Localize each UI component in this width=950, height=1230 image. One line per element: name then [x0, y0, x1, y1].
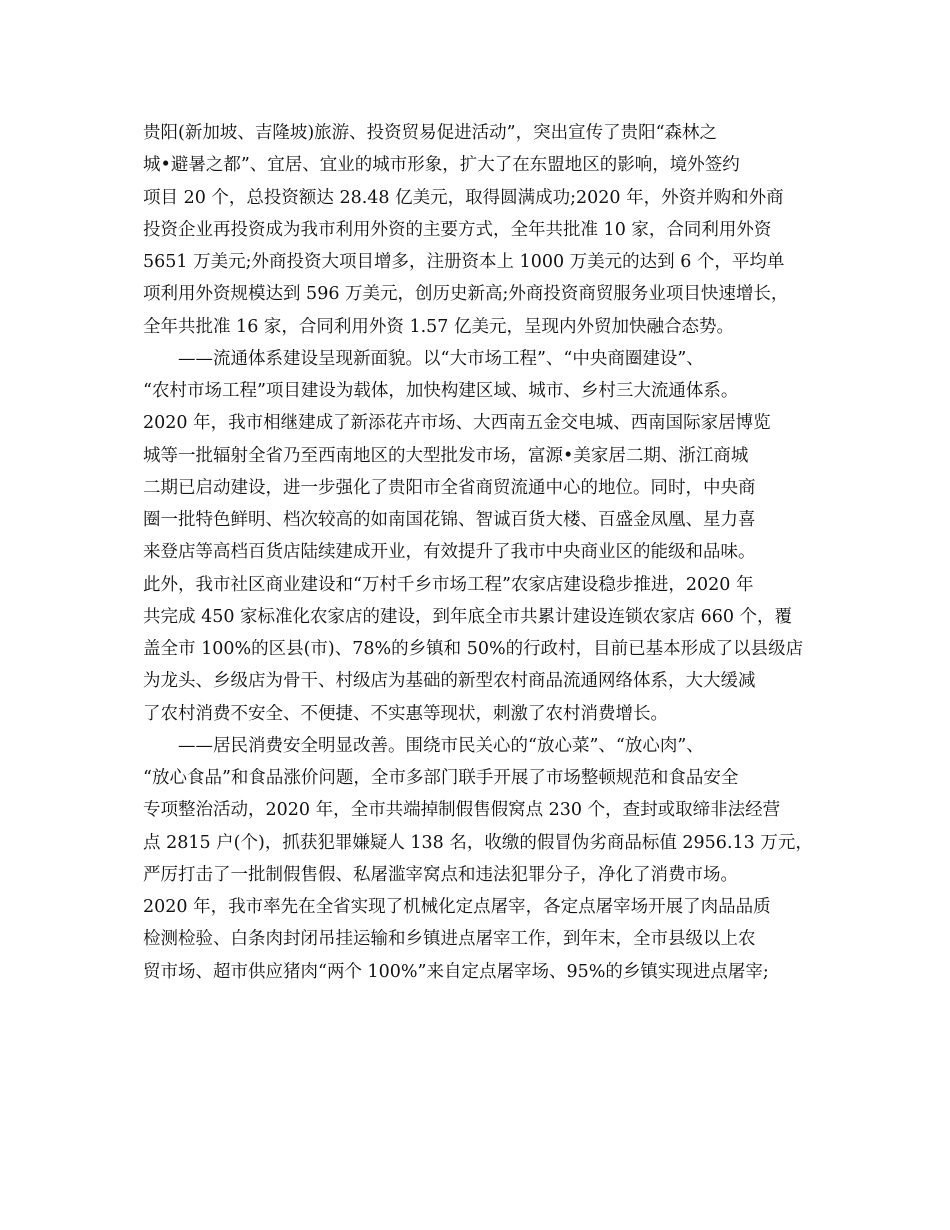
- text-line: 二期已启动建设，进一步强化了贵阳市全省商贸流通中心的地位。同时，中央商: [143, 477, 756, 498]
- text-line: 共完成 450 家标准化农家店的建设，到年底全市共累计建设连锁农家店 660 个，覆: [143, 606, 793, 627]
- text-line: 投资企业再投资成为我市利用外资的主要方式，全年共批准 10 家，合同利用外资: [143, 219, 772, 240]
- text-line: 为龙头、乡级店为骨干、村级店为基础的新型农村商品流通网络体系，大大缓减: [143, 671, 756, 692]
- text-line: 来登店等高档百货店陆续建成开业，有效提升了我市中央商业区的能级和品味。: [143, 542, 756, 563]
- text-line: 城等一批辐射全省乃至西南地区的大型批发市场，富源•美家居二期、浙江商城: [143, 445, 749, 466]
- body-text: [143, 117, 823, 988]
- text-line: 圈一批特色鲜明、档次较高的如南国花锦、智诚百货大楼、百盛金凤凰、星力喜: [143, 510, 756, 530]
- text-line: ——居民消费安全明显改善。围绕市民关心的“放心菜”、“放心肉”、: [143, 735, 704, 756]
- text-line: 了农村消费不安全、不便捷、不实惠等现状，刺激了农村消费增长。: [143, 703, 668, 724]
- text-line: 此外，我市社区商业建设和“万村千乡市场工程”农家店建设稳步推进，2020 年: [143, 574, 754, 595]
- text-line: 专项整治活动，2020 年，全市共端掉制假售假窝点 230 个，查封或取缔非法经营: [143, 800, 781, 821]
- text-line: 点 2815 户(个)，抓获犯罪嫌疑人 138 名，收缴的假冒伪劣商品标值 2956.13 万元，: [143, 832, 813, 853]
- text-line: 盖全市 100%的区县(市)、78%的乡镇和 50%的行政村，目前已基本形成了以县级店: [143, 639, 804, 659]
- text-line: 2020 年，我市率先在全省实现了机械化定点屠宰，各定点屠宰场开展了肉品品质: [143, 897, 771, 917]
- text-line: 项利用外资规模达到 596 万美元，创历史新高;外商投资商贸服务业项目快速增长，: [143, 284, 789, 305]
- text-line: “放心食品”和食品涨价问题，全市多部门联手开展了市场整顿规范和食品安全: [143, 768, 739, 788]
- text-line: 严厉打击了一批制假售假、私屠滥宰窝点和违法犯罪分子，净化了消费市场。: [143, 864, 738, 885]
- text-line: 5651 万美元;外商投资大项目增多，注册资本上 1000 万美元的达到 6 个，平均单: [143, 252, 785, 272]
- text-line: 2020 年，我市相继建成了新添花卉市场、大西南五金交电城、西南国际家居博览: [143, 413, 771, 434]
- text-line: 贸市场、超市供应猪肉“两个 100%”来自定点屠宰场、95%的乡镇实现进点屠宰;: [143, 961, 769, 982]
- text-line: “农村市场工程”项目建设为载体，加快构建区域、城市、乡村三大流通体系。: [143, 381, 739, 401]
- text-line: 城•避暑之都”、宜居、宜业的城市形象，扩大了在东盟地区的影响，境外签约: [143, 155, 740, 176]
- text-line: 项目 20 个，总投资额达 28.48 亿美元，取得圆满成功;2020 年，外资并购和外商: [143, 187, 784, 208]
- text-line: 贵阳(新加坡、吉隆坡)旅游、投资贸易促进活动”，突出宣传了贵阳“森林之: [143, 123, 718, 143]
- text-line: 全年共批准 16 家，合同利用外资 1.57 亿美元，呈现内外贸加快融合态势。: [143, 316, 734, 337]
- text-line: ——流通体系建设呈现新面貌。以“大市场工程”、“中央商圈建设”、: [143, 348, 704, 369]
- text-line: 检测检验、白条肉封闭吊挂运输和乡镇进点屠宰工作，到年末，全市县级以上农: [143, 929, 756, 950]
